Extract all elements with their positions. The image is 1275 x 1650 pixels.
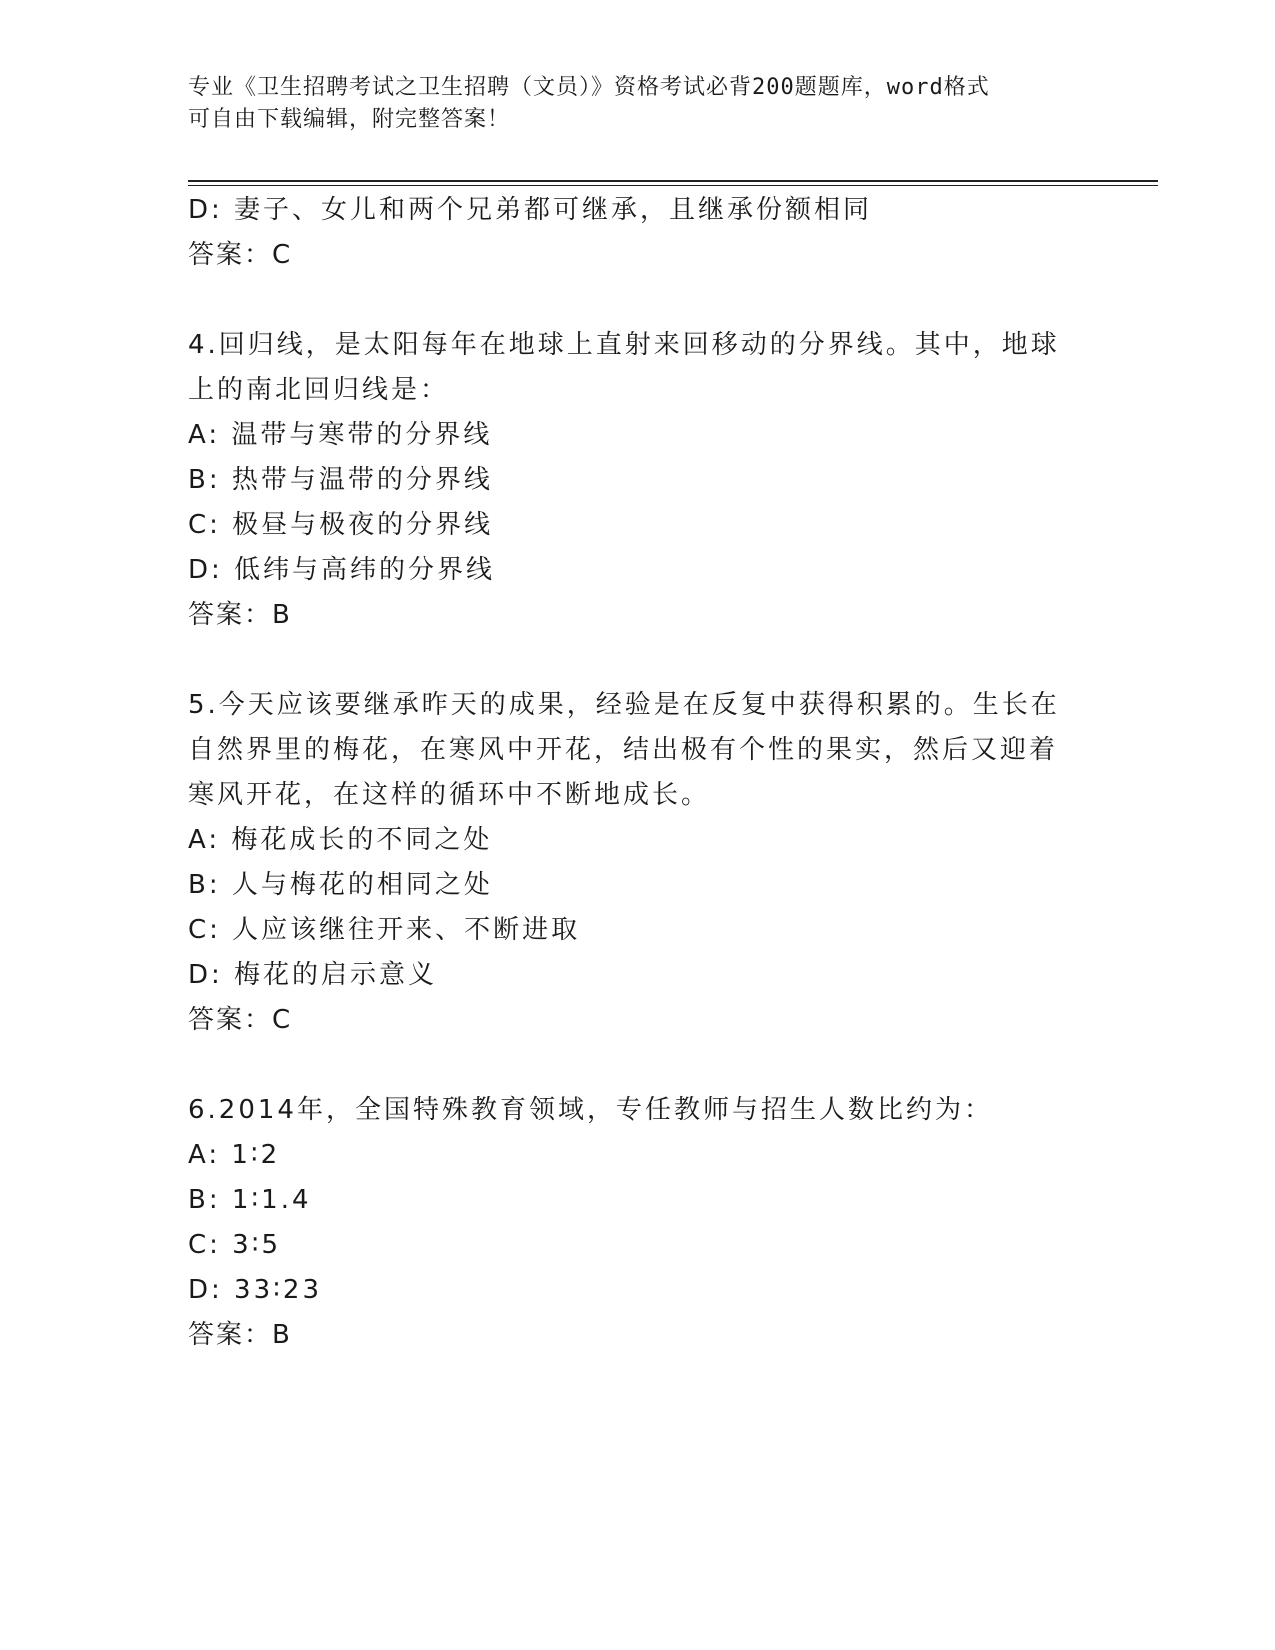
question-block-6 [188,1088,1068,1358]
answer-line: 答案：C [188,1005,293,1035]
option-d: D: 妻子、女儿和两个兄弟都可继承，且继承份额相同 [188,195,873,225]
option-b: B: 热带与温带的分界线 [188,465,493,495]
question-content [188,188,1068,1358]
question-stem: 5.今天应该要继承昨天的成果，经验是在反复中获得积累的。生长在 [188,690,1060,720]
question-stem: 4.回归线，是太阳每年在地球上直射来回移动的分界线。其中，地球 [188,330,1060,360]
header-line-1: 专业《卫生招聘考试之卫生招聘（文员）》资格考试必背200题题库，word格式 [188,75,990,100]
document-header [188,72,1068,136]
answer-line: 答案：B [188,600,292,630]
option-a: A: 梅花成长的不同之处 [188,825,493,855]
question-stem: 6.2014年，全国特殊教育领域，专任教师与招生人数比约为： [188,1095,993,1125]
question-stem: 上的南北回归线是： [188,375,450,405]
option-b: B: 1∶1.4 [188,1185,312,1215]
question-stem: 寒风开花，在这样的循环中不断地成长。 [188,780,711,810]
header-rule-thin [188,185,1158,186]
option-c: C: 极昼与极夜的分界线 [188,510,494,540]
question-block-previous [188,188,1068,278]
question-stem: 自然界里的梅花，在寒风中开花，结出极有个性的果实，然后又迎着 [188,735,1059,765]
option-b: B: 人与梅花的相同之处 [188,870,493,900]
option-d: D: 33∶23 [188,1275,322,1305]
option-a: A: 1∶2 [188,1140,281,1170]
option-a: A: 温带与寒带的分界线 [188,420,493,450]
option-d: D: 梅花的启示意义 [188,960,438,990]
question-block-4 [188,323,1068,638]
option-d: D: 低纬与高纬的分界线 [188,555,496,585]
header-rule-thick [188,180,1158,182]
header-line-2: 可自由下载编辑，附完整答案！ [188,107,511,132]
question-block-5 [188,683,1068,1043]
answer-line: 答案：C [188,240,293,270]
option-c: C: 人应该继往开来、不断进取 [188,915,581,945]
answer-line: 答案：B [188,1320,292,1350]
option-c: C: 3∶5 [188,1230,282,1260]
